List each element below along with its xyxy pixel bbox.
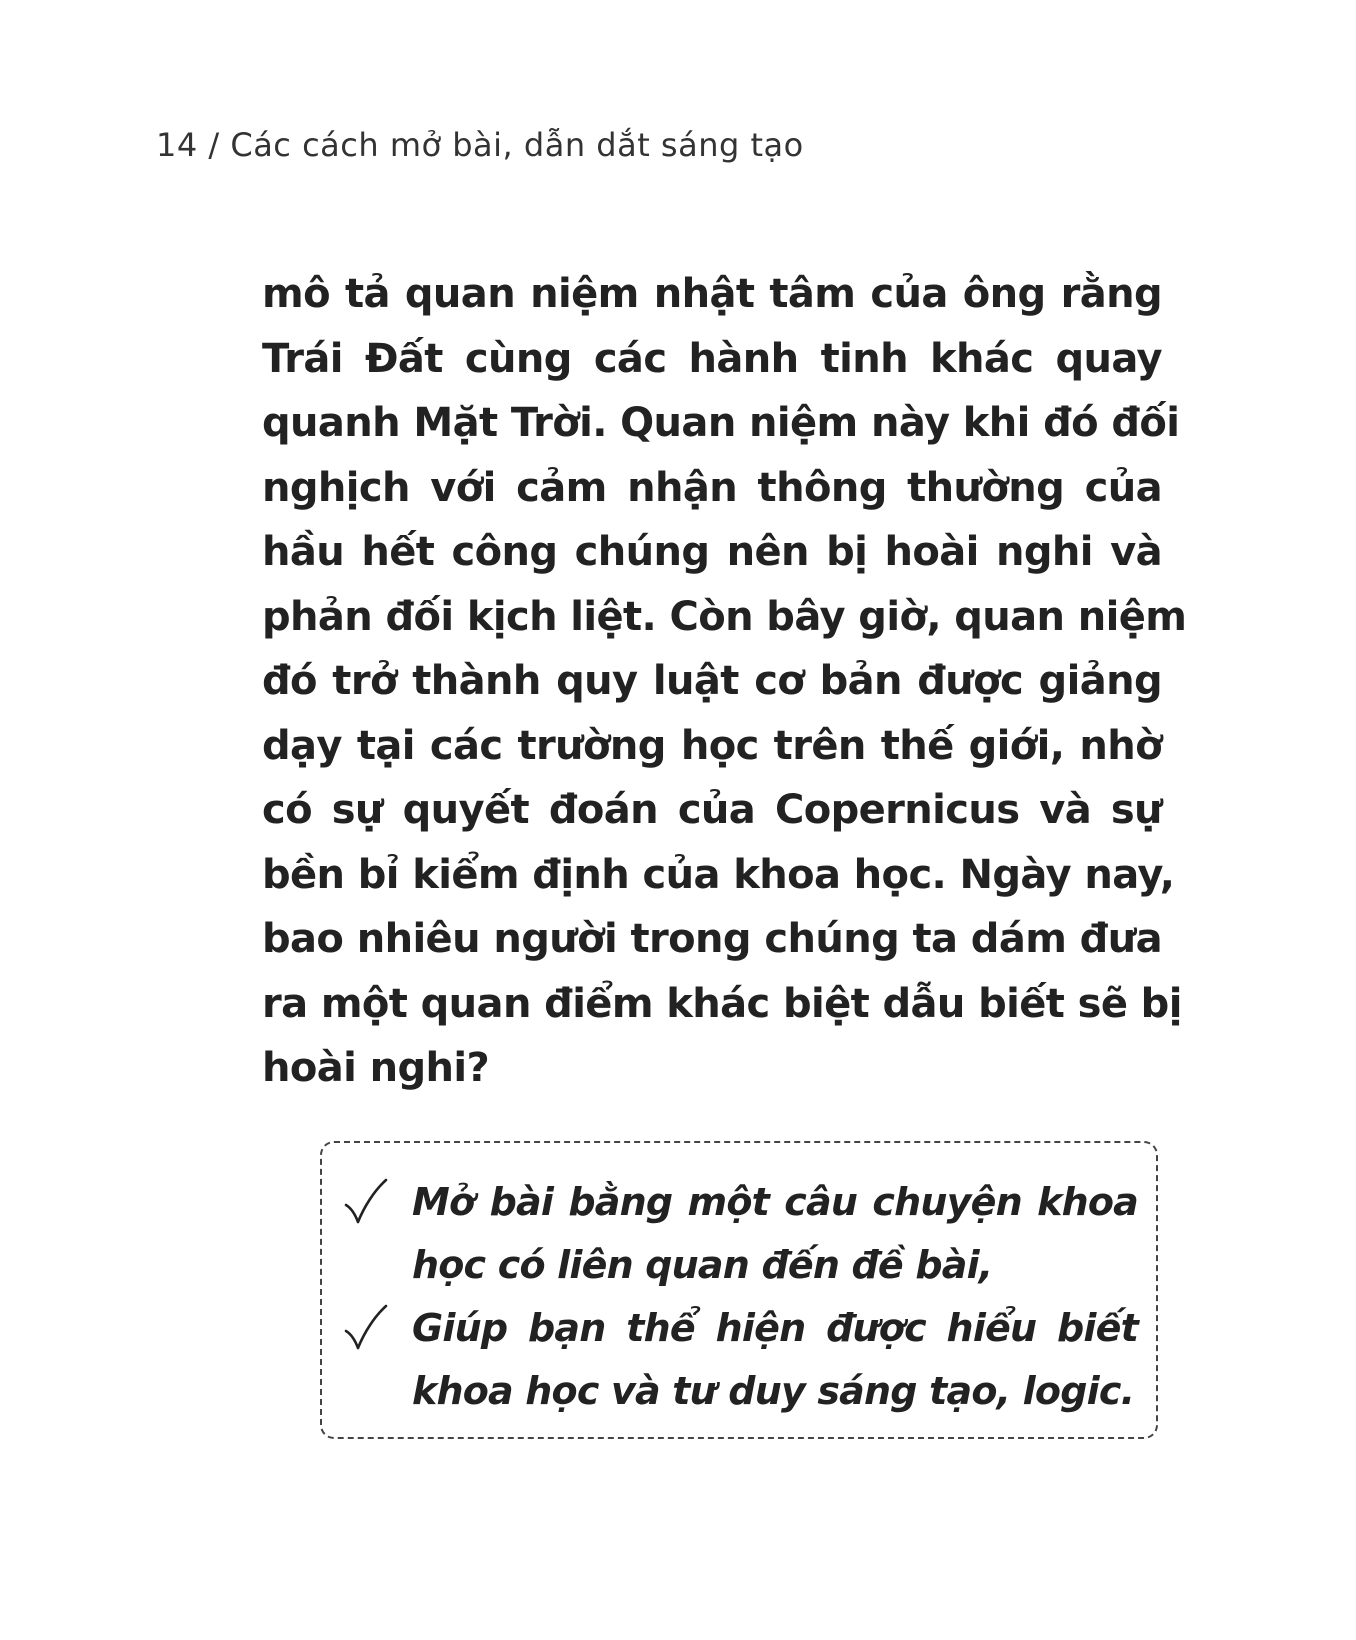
body-line: ra một quan điểm khác biệt dẫu biết sẽ bị (262, 980, 1182, 1027)
body-line: phản đối kịch liệt. Còn bây giờ, quan niệm (262, 593, 1187, 640)
body-line: có sự quyết đoán của Copernicus và sự (262, 787, 1162, 833)
running-header: 14 / Các cách mở bài, dẫn dắt sáng tạo (156, 126, 804, 164)
body-line: hầu hết công chúng nên bị hoài nghi và (262, 529, 1162, 575)
body-line: quanh Mặt Trời. Quan niệm này khi đó đối (262, 400, 1180, 446)
callout-text (412, 1297, 1138, 1423)
callout-line: Giúp bạn thể hiện được hiểu biết (412, 1306, 1138, 1350)
body-line: dạy tại các trường học trên thế giới, nhờ (262, 722, 1162, 769)
body-line: mô tả quan niệm nhật tâm của ông rằng (262, 271, 1162, 317)
summary-callout-box (320, 1141, 1158, 1439)
checkmark-icon (342, 1303, 388, 1353)
body-line: bền bỉ kiểm định của khoa học. Ngày nay, (262, 851, 1175, 898)
checkmark-icon (342, 1177, 388, 1227)
body-line: hoài nghi? (262, 1045, 490, 1091)
callout-line: khoa học và tư duy sáng tạo, logic. (412, 1369, 1135, 1413)
body-paragraph (262, 262, 1187, 1101)
callout-line: học có liên quan đến đề bài, (412, 1243, 993, 1287)
body-line: đó trở thành quy luật cơ bản được giảng (262, 658, 1162, 704)
body-line: nghịch với cảm nhận thông thường của (262, 464, 1162, 511)
callout-line: Mở bài bằng một câu chuyện khoa (412, 1180, 1138, 1224)
body-line: bao nhiêu người trong chúng ta dám đưa (262, 916, 1162, 962)
body-line: Trái Đất cùng các hành tinh khác quay (262, 335, 1162, 382)
callout-text (412, 1171, 1138, 1297)
